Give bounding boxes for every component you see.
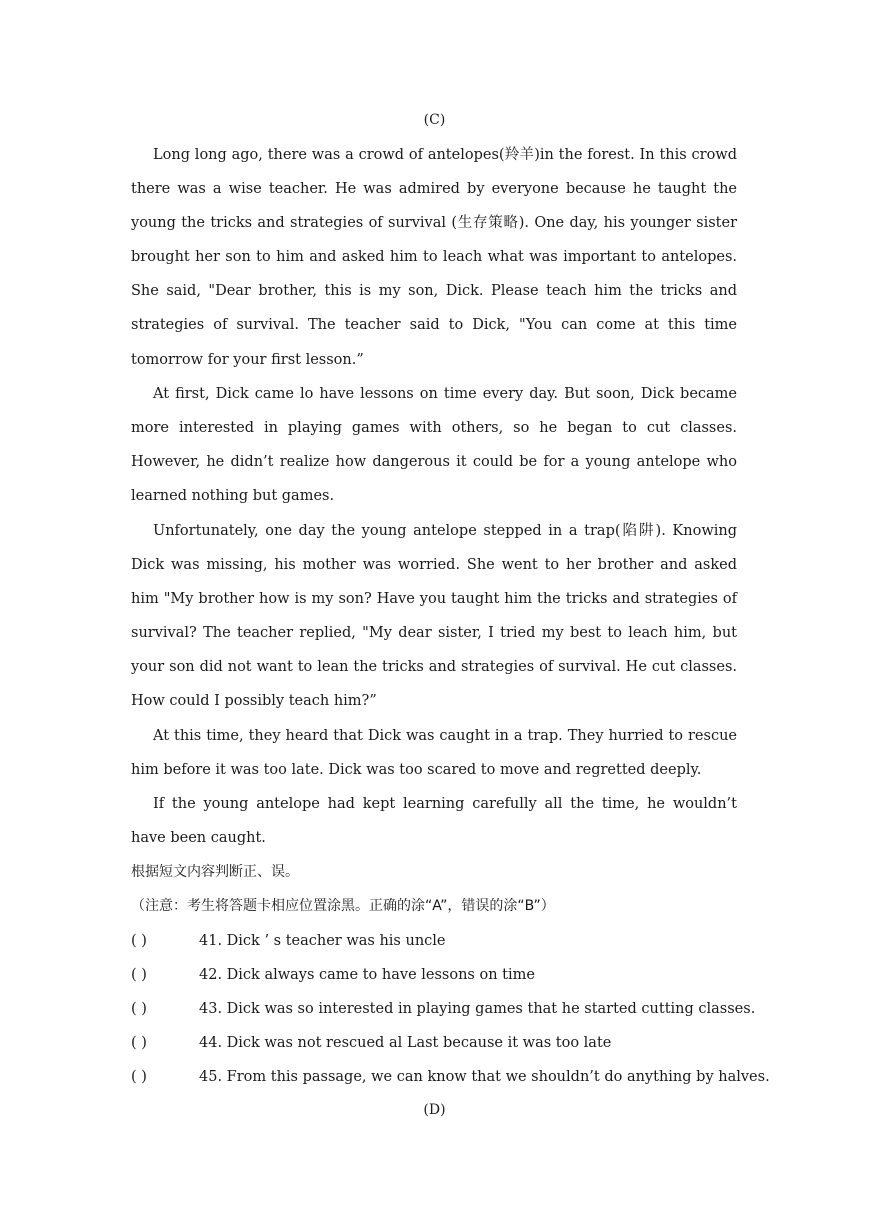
answer-bracket[interactable]: ( ): [131, 1069, 147, 1085]
instruction-text: 根据短文内容判断正、误。: [131, 864, 299, 880]
paragraph-1: Long long ago, there was a crowd of antelopes(羚羊)in the forest. In this crowd there was a wise teacher. He was admired by everyone because he taught the young the tricks and strategies of survival (生存策略). One day, his younger sister brought her son to him and asked him to leach what was important to antelopes. She said, "Dear brother, this is my son, Dick. Please teach him the tricks and strategies of survival. The teacher said to Dick, "You can come at this time tomorrow for your first lesson.”: [131, 147, 737, 368]
question-43: [131, 999, 756, 1019]
answer-bracket[interactable]: ( ): [131, 933, 147, 949]
question-44: [131, 1033, 751, 1053]
section-d-label: (D): [423, 1102, 446, 1118]
answer-bracket[interactable]: ( ): [131, 1035, 147, 1051]
question-text: 45. From this passage, we can know that we shouldn’t do anything by halves.: [199, 1069, 770, 1085]
question-text: 42. Dick always came to have lessons on time: [199, 967, 535, 983]
question-text: 41. Dick ’ s teacher was his uncle: [199, 933, 446, 949]
question-45: [131, 1067, 770, 1087]
paragraph-4: At this time, they heard that Dick was caught in a trap. They hurried to rescue him before it was too late. Dick was too scared to move and regretted deeply.: [131, 728, 737, 779]
paragraph-2: At first, Dick came lo have lessons on time every day. But soon, Dick became more interested in playing games with others, so he began to cut classes. However, he didn’t realize how dangerous it could be for a young antelope who learned nothing but games.: [131, 386, 737, 505]
answer-bracket[interactable]: ( ): [131, 1001, 147, 1017]
paragraph-5: If the young antelope had kept learning carefully all the time, he wouldn’t have been caught.: [131, 796, 737, 847]
question-text: 44. Dick was not rescued al Last because it was too late: [199, 1035, 612, 1051]
question-text: 43. Dick was so interested in playing games that he started cutting classes.: [199, 1001, 756, 1017]
paragraph-3: Unfortunately, one day the young antelope stepped in a trap(陷阱). Knowing Dick was missing, his mother was worried. She went to her brother and asked him "My brother how is my son? Have you taught him the tricks and strategies of survival? The teacher replied, "My dear sister, I tried my best to leach him, but your son did not want to lean the tricks and strategies of survival. He cut classes. How could I possibly teach him?”: [131, 523, 737, 710]
section-c-label: (C): [423, 112, 446, 128]
question-42: [131, 965, 751, 985]
answer-bracket[interactable]: ( ): [131, 967, 147, 983]
question-41: [131, 931, 751, 951]
instruction-note: （注意：考生将答题卡相应位置涂黑。正确的涂“A”，错误的涂“B”）: [131, 898, 555, 914]
